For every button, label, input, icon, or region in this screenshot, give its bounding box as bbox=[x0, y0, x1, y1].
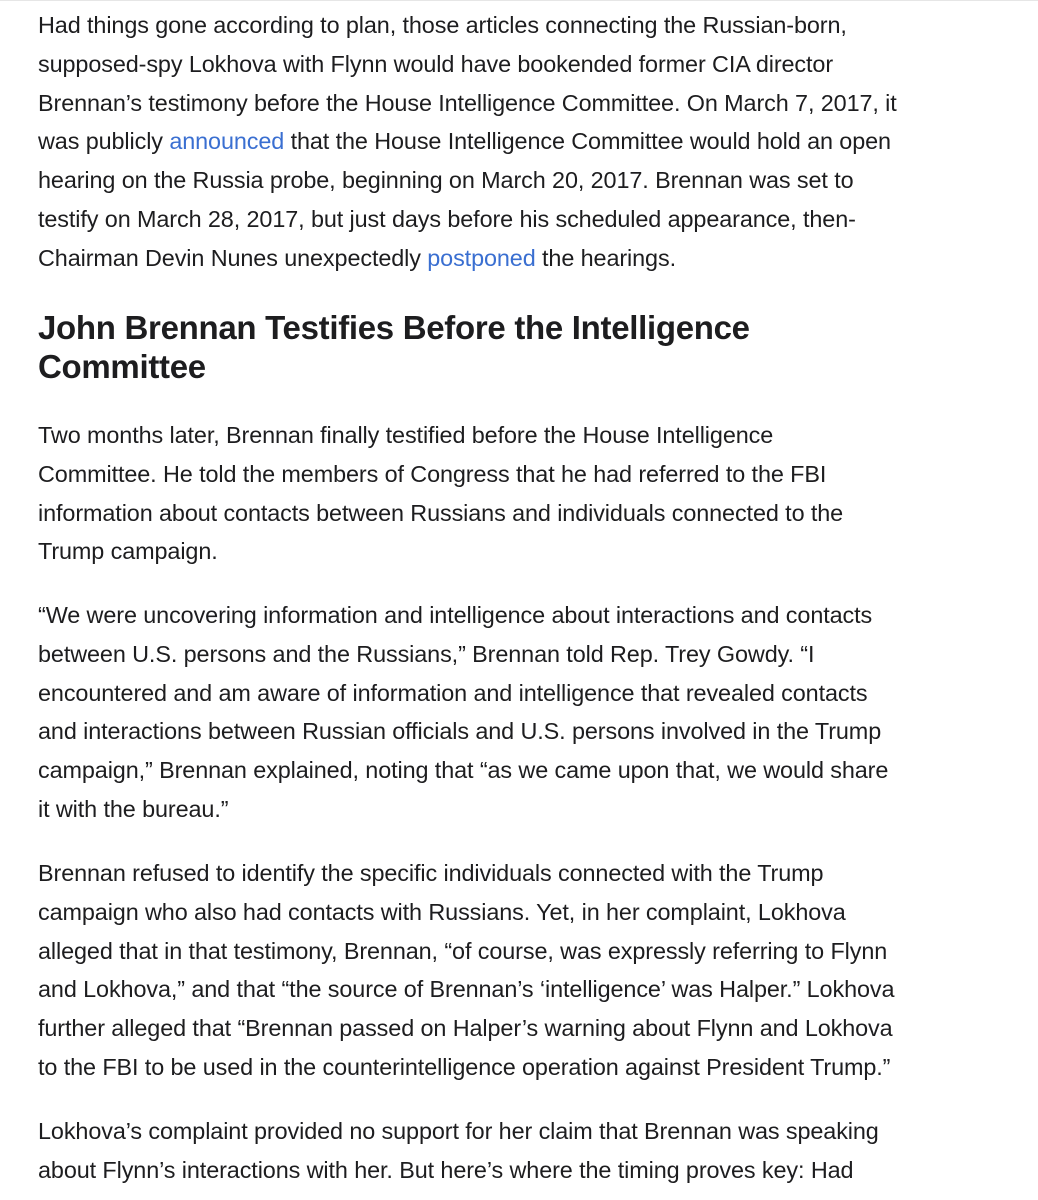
heading-line: John Brennan Testifies Before the Intelligence bbox=[38, 309, 750, 346]
text-line-with-link bbox=[38, 122, 978, 161]
text-fragment: the hearings. bbox=[535, 244, 676, 271]
text-fragment: Chairman Devin Nunes unexpectedly bbox=[38, 244, 428, 271]
paragraph-4 bbox=[38, 854, 978, 1087]
text-line-with-link bbox=[38, 239, 978, 278]
text-line: further alleged that “Brennan passed on Halper’s warning about Flynn and Lokhova bbox=[38, 1015, 893, 1042]
text-line: Two months later, Brennan finally testified before the House Intelligence bbox=[38, 422, 774, 448]
text-line: “We were uncovering information and intelligence about interactions and contacts bbox=[38, 602, 873, 628]
text-line: encountered and am aware of information and intelligence that revealed contacts bbox=[38, 679, 868, 706]
text-line: Brennan’s testimony before the House Intelligence Committee. On March 7, 2017, it bbox=[38, 89, 897, 116]
text-line: hearing on the Russia probe, beginning on March 20, 2017. Brennan was set to bbox=[38, 167, 854, 194]
text-line: Lokhova’s complaint provided no support for her claim that Brennan was speaking bbox=[38, 1118, 879, 1144]
text-line: campaign,” Brennan explained, noting that “as we came upon that, we would share bbox=[38, 757, 889, 784]
text-line: supposed-spy Lokhova with Flynn would have bookended former CIA director bbox=[38, 50, 834, 77]
article-body bbox=[38, 6, 978, 1183]
text-fragment: was publicly bbox=[38, 128, 170, 155]
text-line: Had things gone according to plan, those articles connecting the Russian-born, bbox=[38, 12, 847, 38]
text-line: alleged that in that testimony, Brennan, “of course, was expressly referring to Flynn bbox=[38, 937, 888, 964]
paragraph-5 bbox=[38, 1112, 978, 1190]
text-line: it with the bureau.” bbox=[38, 795, 229, 822]
text-line: information about contacts between Russians and individuals connected to the bbox=[38, 499, 844, 526]
paragraph-2 bbox=[38, 416, 978, 571]
announced-link[interactable]: announced bbox=[169, 128, 285, 155]
text-line: campaign who also had contacts with Russians. Yet, in her complaint, Lokhova bbox=[38, 898, 846, 925]
text-fragment: that the House Intelligence Committee would hold an open bbox=[284, 128, 891, 155]
text-line: Trump campaign. bbox=[38, 538, 218, 565]
paragraph-3 bbox=[38, 596, 978, 829]
top-divider bbox=[0, 0, 1038, 1]
text-line: to the FBI to be used in the counterintelligence operation against President Trump.” bbox=[38, 1053, 891, 1080]
text-line: and interactions between Russian officials and U.S. persons involved in the Trump bbox=[38, 718, 882, 745]
text-line: Committee. He told the members of Congress that he had referred to the FBI bbox=[38, 460, 827, 487]
paragraph-1 bbox=[38, 6, 978, 278]
heading-line: Committee bbox=[38, 348, 206, 385]
postponed-link[interactable]: postponed bbox=[427, 244, 536, 271]
section-heading bbox=[38, 308, 978, 386]
text-line: Brennan refused to identify the specific individuals connected with the Trump bbox=[38, 860, 824, 886]
text-line: between U.S. persons and the Russians,” Brennan told Rep. Trey Gowdy. “I bbox=[38, 640, 815, 667]
text-line: and Lokhova,” and that “the source of Brennan’s ‘intelligence’ was Halper.” Lokhova bbox=[38, 976, 895, 1003]
text-line: about Flynn’s interactions with her. But here’s where the timing proves key: Had bbox=[38, 1156, 854, 1183]
text-line: testify on March 28, 2017, but just days before his scheduled appearance, then- bbox=[38, 205, 856, 232]
